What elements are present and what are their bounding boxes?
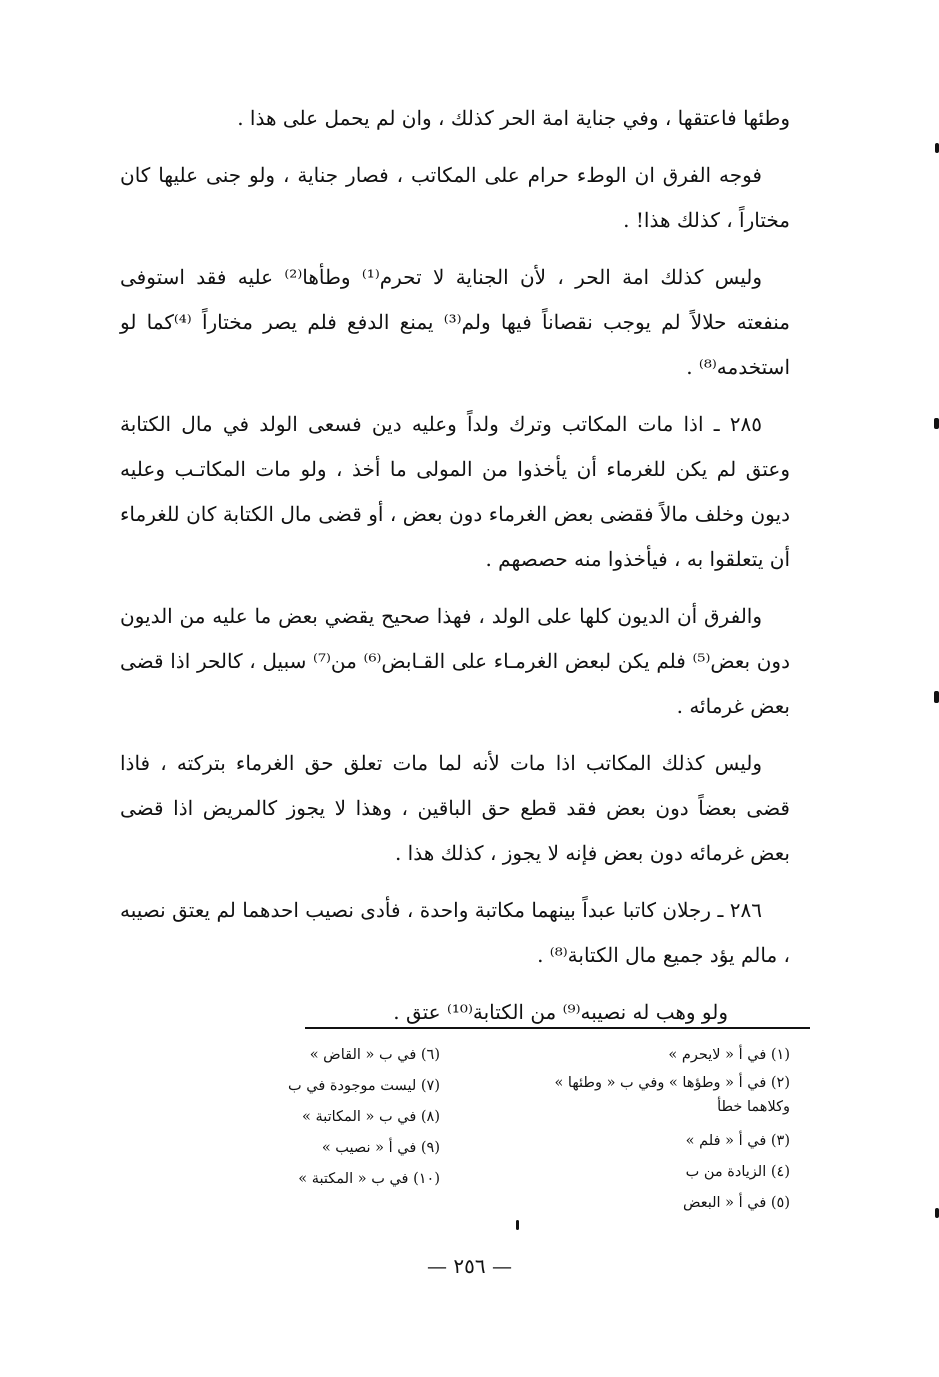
footnotes-left-column — [220, 1040, 440, 1195]
footnote-5: (٥) في أ « البعض — [682, 1195, 790, 1211]
footnote-7: (٧) ليست موجودة في ب — [288, 1078, 440, 1094]
scan-mark-4 — [935, 1208, 939, 1218]
scan-mark-3 — [934, 691, 939, 703]
footnote-4: (٤) الزيادة من ب — [685, 1164, 790, 1180]
footnote-9: (٩) في أ « نصيب » — [321, 1140, 440, 1156]
footnote-8: (٨) في ب « المكاتبة » — [301, 1109, 440, 1125]
scan-mark-2 — [934, 418, 939, 429]
footnote-1: (١) في أ « لايحرم » — [668, 1047, 790, 1063]
main-text — [120, 96, 790, 1047]
footnote-6: (٦) في ب « القاض » — [309, 1047, 440, 1063]
scan-mark-1 — [935, 143, 939, 153]
footnote-separator — [305, 1027, 810, 1029]
page-number: — ٢٥٦ — — [427, 1254, 512, 1278]
footnote-3: (٣) في أ « فلم » — [685, 1133, 790, 1149]
footnote-10: (١٠) في ب « المكتبة » — [298, 1171, 440, 1187]
paragraph-6: وليس كذلك المكاتب اذا مات لأنه لما مات تعلق حق الغرماء بتركته ، فاذا قضى بعضاً دون بعض فقد قطع حق الباقين ، وهذا لا يجوز كالمريض اذا قضى بعض غرمائه دون بعض فإنه لا يجوز ، كذلك هذا . — [120, 751, 790, 865]
scan-mark-5 — [516, 1220, 519, 1230]
footnote-2: (٢) في أ « وطؤها » وفي ب « وطئها » وكلاهما خطأ — [554, 1075, 790, 1115]
paragraph-3: وليس كذلك امة الحر ، لأن الجناية لا تحرم⁽¹⁾ وطأها⁽²⁾ عليه فقد استوفى منفعته حلالاً لم يوجب نقصاناً فيها ولم⁽³⁾ يمنع الدفع فلم يصر مختاراً ⁽⁴⁾كما لو استخدمه⁽⁸⁾ . — [120, 265, 791, 379]
paragraph-2: فوجه الفرق ان الوطء حرام على المكاتب ، فصار جناية ، ولو جنى عليها كان مختاراً ، كذلك هذا! . — [120, 163, 790, 232]
paragraph-5: والفرق أن الديون كلها على الولد ، فهذا صحيح يقضي بعض ما عليه من الديون دون بعض⁽⁵⁾ فلم يكن لبعض الغرمـاء على القـابض⁽⁶⁾ من⁽⁷⁾ سبيل ، كالحر اذا قضى بعض غرمائه . — [120, 604, 790, 718]
footnotes-right-column — [520, 1040, 790, 1219]
paragraph-4-section-285: ٢٨٥ ـ اذا مات المكاتب وترك ولداً وعليه دين فسعى الولد في مال الكتابة وعتق لم يكن للغرماء أن يأخذوا من المولى ما أخذ ، ولو مات المكاتـب وعليه ديون وخلف مالاً فقضى بعض الغرماء دون بعض ، أو قضى مال الكتابة كان للغرماء أن يتعلقوا به ، فيأخذوا منه حصصهم . — [120, 412, 790, 571]
paragraph-7-section-286: ٢٨٦ ـ رجلان كاتبا عبداً بينهما مكاتبة واحدة ، فأدى نصيب احدهما لم يعتق نصيبه ، مالم يؤد جميع مال الكتابة⁽⁸⁾ . — [120, 898, 790, 967]
paragraph-8: ولو وهب له نصيبه⁽⁹⁾ من الكتابة⁽¹⁰⁾ عتق . — [393, 1000, 728, 1024]
paragraph-1: وطئها فاعتقها ، وفي جناية امة الحر كذلك ، وان لم يحمل على هذا . — [237, 106, 790, 130]
